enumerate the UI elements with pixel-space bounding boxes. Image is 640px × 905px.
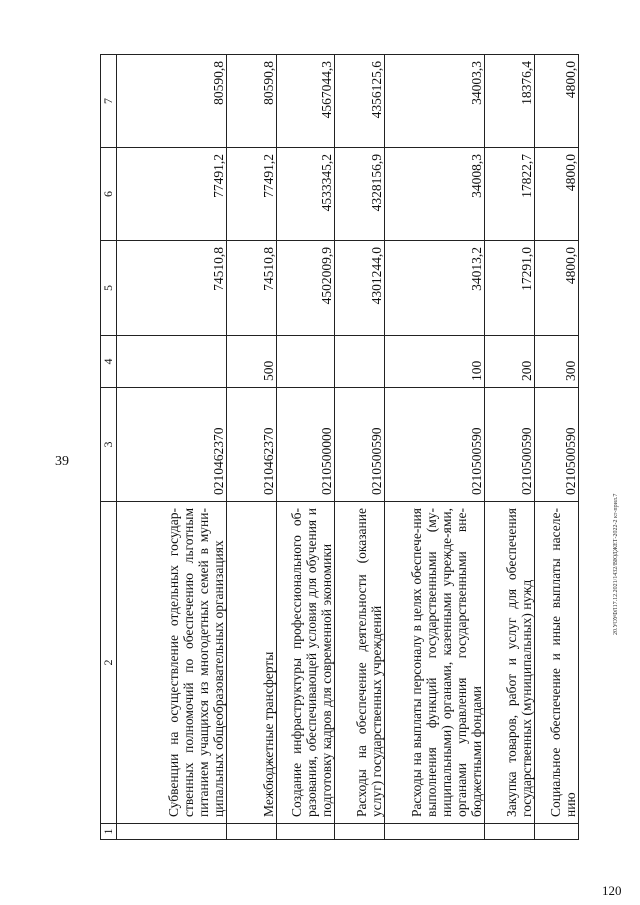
row-target-code: 0210500000 [277,388,335,502]
row-expense-type: 100 [385,336,485,388]
row-value-col5: 74510,8 [227,241,277,336]
column-number: 1 [101,824,117,840]
row-name: Закупка товаров, работ и услуг для обеспечения государственных (муниципальных) нужд [485,502,535,824]
column-number: 3 [101,388,117,502]
scan-page-number: 120 [602,883,622,898]
row-target-code: 0210462370 [227,388,277,502]
row-value-col6: 77491,2 [117,148,227,241]
row-target-code: 0210500590 [535,388,579,502]
row-expense-type [117,336,227,388]
row-value-col6: 17822,7 [485,148,535,241]
row-value-col6: 77491,2 [227,148,277,241]
table-row [485,55,535,840]
row-value-col6: 4533345,2 [277,148,335,241]
row-blank-cell [385,824,485,840]
column-number-row [101,55,117,840]
row-value-col5: 74510,8 [117,241,227,336]
row-expense-type [335,336,385,388]
row-name: Создание инфраструктуры профессионального об-разования, обеспечивающей условия для обучения и подготовку кадров для современной экономики [277,502,335,824]
row-value-col6: 4800,0 [535,148,579,241]
row-expense-type [277,336,335,388]
row-name: Расходы на выплаты персоналу в целях обеспече-ния выполнения функций государственными (му-ниципальными) органами, казенными учрежде-ями, органами управления государственными вне-бюджетными фондами [385,502,485,824]
table-row [335,55,385,840]
column-number: 2 [101,502,117,824]
row-name: Расходы на обеспечение деятельности (оказание услуг) государственных учреждений [335,502,385,824]
table-row [535,55,579,840]
row-blank-cell [335,824,385,840]
row-value-col7: 34003,3 [385,55,485,148]
row-value-col5: 4800,0 [535,241,579,336]
row-target-code: 0210500590 [385,388,485,502]
row-value-col7: 80590,8 [117,55,227,148]
row-value-col7: 80590,8 [227,55,277,148]
budget-table [100,54,579,840]
row-target-code: 0210500590 [335,388,385,502]
row-name: Субвенции на осуществление отдельных государ-ственных полномочий по обеспечению льготным питанием учащихся из многодетных семей в муни-ципальных общеобразовательных организациях [117,502,227,824]
table-row [227,55,277,840]
table-row [117,55,227,840]
row-value-col5: 4301244,0 [335,241,385,336]
column-number: 6 [101,148,117,241]
page-number: 39 [55,454,69,469]
column-number: 4 [101,336,117,388]
table-row [385,55,485,840]
row-value-col6: 34008,3 [385,148,485,241]
row-value-col5: 34013,2 [385,241,485,336]
table-body [101,55,579,840]
row-blank-cell [535,824,579,840]
row-value-col7: 4800,0 [535,55,579,148]
row-value-col7: 4356125,6 [335,55,385,148]
footer-code: 20.УОУФЛ17.12.2021/1432/ВЮДЖЕТ-2022-2 кт-прил.7 [613,493,619,635]
row-value-col6: 4328156,9 [335,148,385,241]
row-name: Социальное обеспечение и иные выплаты населе-нию [535,502,579,824]
row-value-col5: 4502009,9 [277,241,335,336]
rotated-table-sheet [100,55,578,840]
row-name: Межбюджетные трансферты [227,502,277,824]
table-row [277,55,335,840]
row-target-code: 0210500590 [485,388,535,502]
row-value-col7: 4567044,3 [277,55,335,148]
row-value-col7: 18376,4 [485,55,535,148]
row-target-code: 0210462370 [117,388,227,502]
row-value-col5: 17291,0 [485,241,535,336]
row-blank-cell [277,824,335,840]
row-expense-type: 200 [485,336,535,388]
row-expense-type: 300 [535,336,579,388]
row-expense-type: 500 [227,336,277,388]
column-number: 7 [101,55,117,148]
row-blank-cell [117,824,227,840]
row-blank-cell [485,824,535,840]
column-number: 5 [101,241,117,336]
row-blank-cell [227,824,277,840]
